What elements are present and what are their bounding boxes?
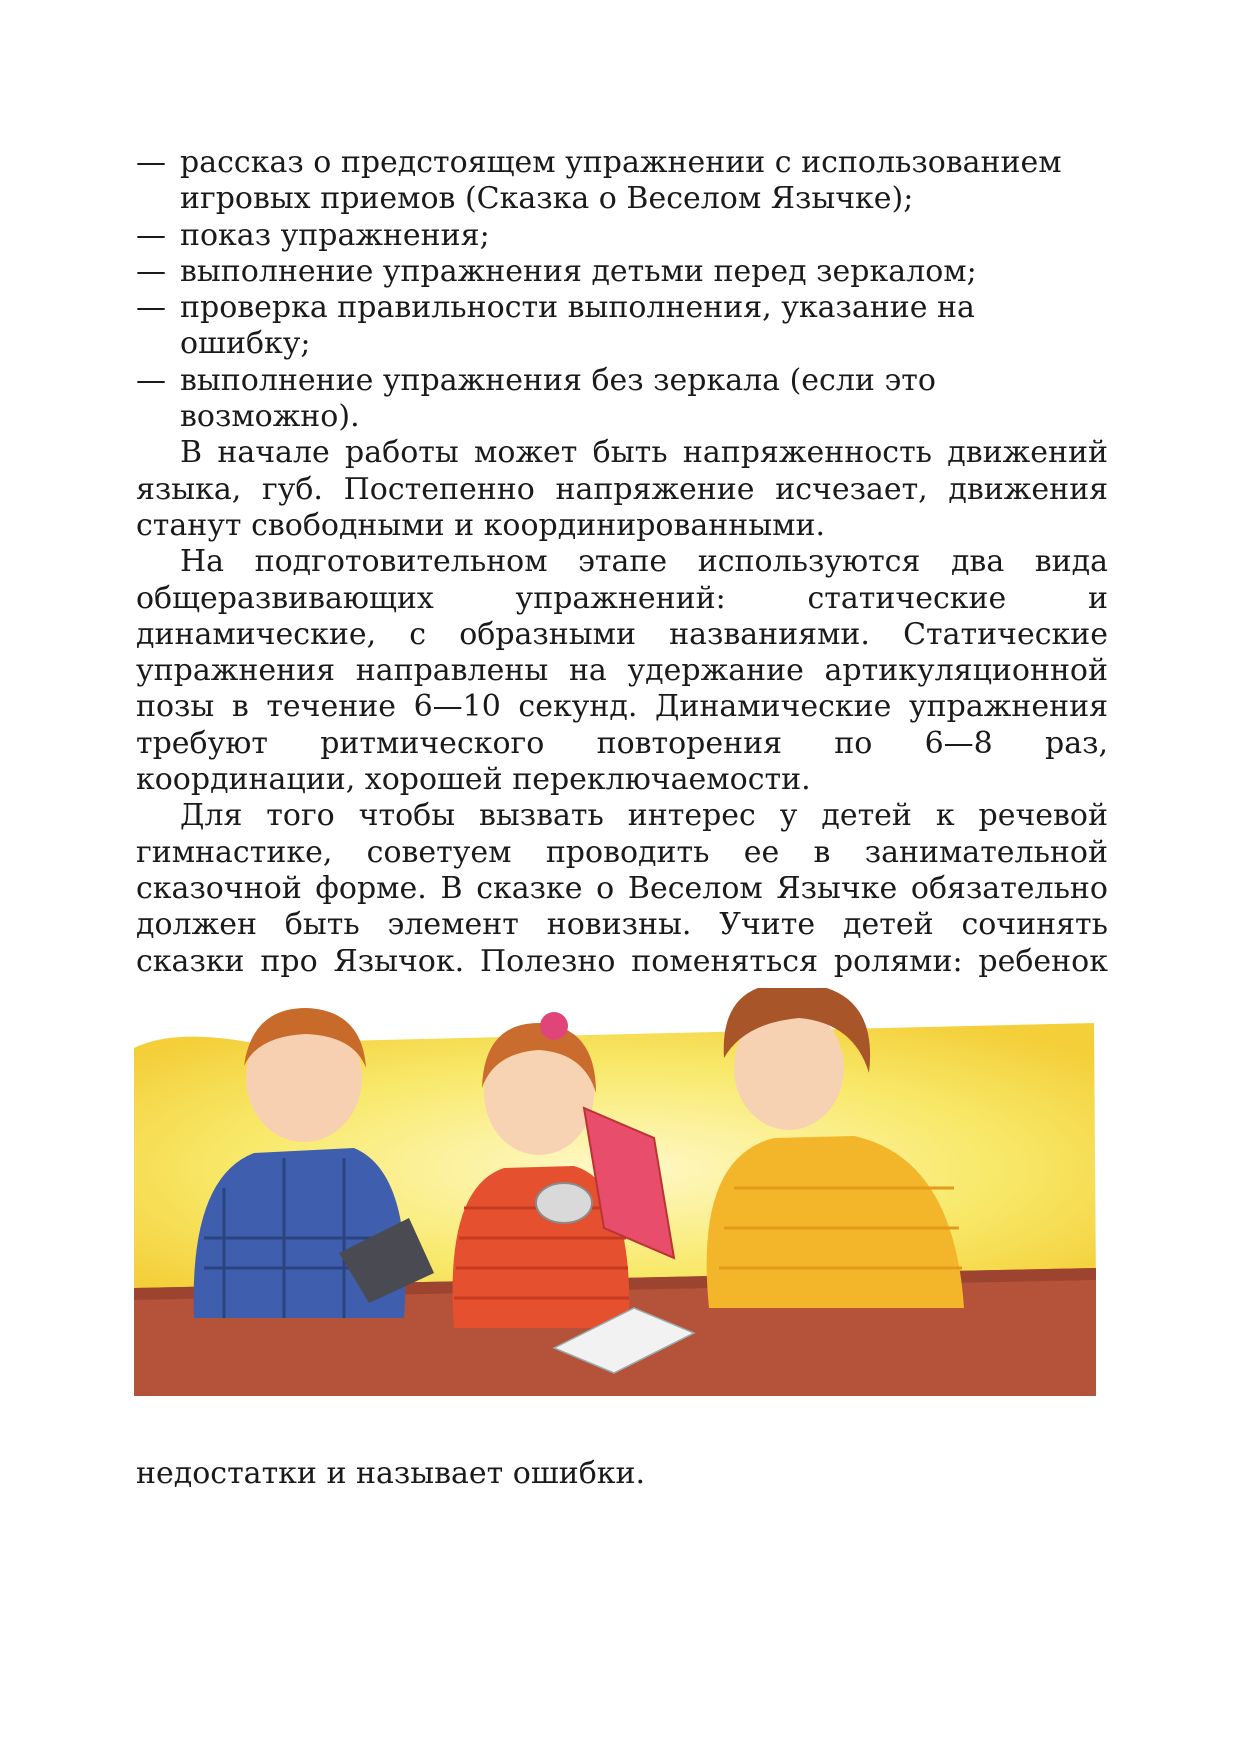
paragraph-tension: В начале работы может быть напряженность движений языка, губ. Постепенно напряжение исчезает, движения станут свободными и координированными. [136, 435, 1108, 543]
list-item [136, 145, 1108, 218]
list-item-text: рассказ о предстоящем упражнении с использованием игровых приемов (Сказка о Веселом Язычке); [180, 145, 1062, 217]
list-dash: — [136, 217, 166, 253]
list-item [136, 218, 1108, 254]
list-item [136, 254, 1108, 290]
list-dash: — [136, 253, 166, 289]
list-dash: — [136, 145, 166, 180]
paragraph-exercises: На подготовительном этапе используются два вида общеразвивающих упражнений: статические и динамические, с образными названиями. Статические упражнения направлены на удержание артикуляционной позы в течение 6—10 секунд. Динамические упражнения требуют ритмического повторения по 6—8 раз, координации, хорошей переключаемости. [136, 544, 1108, 798]
paragraph-fairy-tale: Для того чтобы вызвать интерес у детей к речевой гимнастике, советуем проводить ее в занимательной сказочной форме. В сказке о Веселом Язычке обязательно должен быть элемент новизны. Учите детей сочинять сказки про Язычок. Полезно поменяться ролями: ребенок [136, 798, 1108, 979]
illustration-children-with-teacher [134, 988, 1096, 1396]
list-dash: — [136, 362, 166, 398]
main-text [136, 145, 1108, 1052]
list-item [136, 290, 1108, 363]
list-item-text: выполнение упражнения без зеркала (если это возможно). [180, 362, 936, 435]
list-item-text: проверка правильности выполнения, указание на ошибку; [180, 290, 975, 362]
list-item [136, 363, 1108, 436]
list-dash: — [136, 290, 166, 326]
list-item-text: выполнение упражнения детьми перед зеркалом; [180, 253, 977, 289]
closing-text: недостатки и называет ошибки. [136, 1456, 646, 1491]
list-item-text: показ упражнения; [180, 217, 490, 253]
